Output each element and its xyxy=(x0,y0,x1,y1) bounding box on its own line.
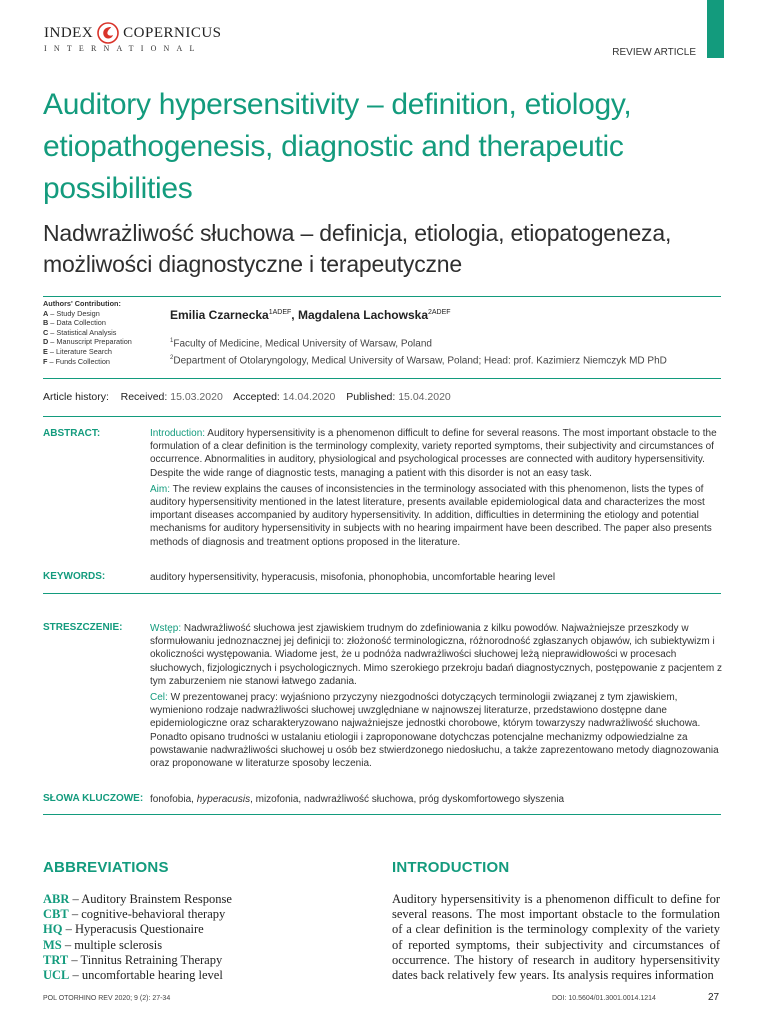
contribution-item: A – Study Design xyxy=(43,308,100,318)
slowa-kluczowe-label: SŁOWA KLUCZOWE: xyxy=(43,793,144,804)
divider xyxy=(43,814,721,815)
journal-citation: POL OTORHINO REV 2020; 9 (2): 27-34 xyxy=(43,995,171,1002)
abbreviation-item: HQ – Hyperacusis Questionaire xyxy=(43,922,204,937)
logo-emblem-icon xyxy=(97,22,119,44)
streszczenie-cel: Cel: W prezentowanej pracy: wyjaśniono przyczyny niezgodności dotyczących terminologii związanej z tym zjawiskiem, wymieniono rodzaje nadwrażliwości słuchowej uwzględniane w najnowszej literaturze, przedstawiono dostępne dane epidemiologiczne oraz scharakteryzowano najważniejsze jednostki chorobowe, którym towarzyszy nadwrażliwość słuchowa. Ponadto opisano trudności w ustalaniu etiologii i zaproponowane dotychczas potencjalne mechanizmy odpowiedzialne za powstawanie nadwrażliwości słuchowej u osób bez stwierdzonego niedosłuchu, a także zaprezentowano metody diagnozowania oraz proponowane w literaturze sposoby leczenia. xyxy=(150,692,719,770)
introduction-heading: INTRODUCTION xyxy=(392,859,510,876)
keywords-label: KEYWORDS: xyxy=(43,571,106,582)
abbreviation-item: ABR – Auditory Brainstem Response xyxy=(43,892,232,906)
abbreviation-item: CBT – cognitive-behavioral therapy xyxy=(43,907,226,922)
logo-word-left: INDEX xyxy=(44,24,94,41)
affiliations xyxy=(170,334,667,369)
divider xyxy=(43,296,721,297)
contribution-item: B – Data Collection xyxy=(43,318,106,328)
contribution-item: F – Funds Collection xyxy=(43,356,110,366)
contribution-item: D – Manuscript Preparation xyxy=(43,337,132,347)
divider xyxy=(43,593,721,594)
affiliation-item: $^1$Faculty of Medicine, Medical University of Warsaw, Poland xyxy=(170,338,432,350)
streszczenie-label: STRESZCZENIE: xyxy=(43,622,123,633)
introduction-text: Auditory hypersensitivity is a phenomenon difficult to define for several reasons. The most important obstacle to the formulation of a clear definition is the terminology complexity of the variety of reported symptoms, their subjectivity and circumstances of occurrence. The history of research in auditory hypersensitivity dates back relatively few years. Its analysis requires information xyxy=(392,892,720,983)
page-number: 27 xyxy=(708,992,720,1003)
divider xyxy=(43,378,721,379)
logo-word-right: COPERNICUS xyxy=(123,24,222,41)
contribution-item: E – Literature Search xyxy=(43,346,112,356)
slowa-kluczowe-text: fonofobia, hyperacusis, mizofonia, nadwrażliwość słuchowa, próg dyskomfortowego słyszenia xyxy=(150,794,565,805)
affiliation-item: $^2$Department of Otolaryngology, Medical University of Warsaw, Poland; Head: prof. Kazimierz Niemczyk MD PhD xyxy=(170,355,667,367)
contribution-item: C – Statistical Analysis xyxy=(43,327,117,337)
divider xyxy=(43,416,721,417)
doi: DOI: 10.5604/01.3001.0014.1214 xyxy=(552,995,656,1002)
abbreviation-item: UCL – uncomfortable hearing level xyxy=(43,968,223,983)
streszczenie-body xyxy=(150,622,722,773)
streszczenie-wstep: Wstęp: Nadwrażliwość słuchowa jest zjawiskiem trudnym do zdefiniowania z kilku powodów. Najważniejsze przeszkody w sformułowaniu jednoznacznej jej definicji to: złożoność terminologiczna, różnorodność zgłaszanych objawów, ich subiektywizm i okoliczności występowania. Wiadome jest, że u podnóża nadwrażliwości słuchowej leżą nieprawidłowości w procesach słuchowych, fizjologicznych i psychologicznych. Mimo szerokiego przekroju badań diagnostycznych, postępowanie z pacjentem z tym zaburzeniem nie stanowi łatwego zadania. xyxy=(150,623,722,687)
article-type-label: REVIEW ARTICLE xyxy=(612,47,696,58)
article-subtitle-polish: Nadwrażliwość słuchowa – definicja, etiologia, etiopatogeneza, możliwości diagnostyczne i terapeutyczne xyxy=(43,220,672,277)
abstract-aim: Aim: The review explains the causes of inconsistencies in the terminology associated with this phenomenon, lists the types of auditory hypersensitivity mentioned in the latest literature, presents available epidemiological data and characterizes the most important diseases accompanied by auditory hypersensitivity. In addition, difficulties in determining the etiology and potential mechanisms for auditory hypersensitivity in subjects with no hearing impairment have been described. The paper also presents methods of diagnosis and treatment options proposed in the literature. xyxy=(150,483,712,548)
author-names: Emilia Czarnecka$^{1ADEF}$, Magdalena Lachowska$^{2ADEF}$ xyxy=(170,308,451,322)
article-history: Article history: Received: 15.03.2020 Accepted: 14.04.2020 Published: 15.04.2020 xyxy=(43,391,451,403)
index-copernicus-logo xyxy=(44,22,222,44)
contribution-heading: Authors' Contribution: xyxy=(43,299,121,308)
keywords-text: auditory hypersensitivity, hyperacusis, misofonia, phonophobia, uncomfortable hearing level xyxy=(150,572,556,583)
logo-subtitle: INTERNATIONAL xyxy=(44,44,202,53)
abbreviations-list xyxy=(43,892,232,983)
abbreviation-item: MS – multiple sclerosis xyxy=(43,937,163,952)
corner-accent-bar xyxy=(707,0,724,58)
abstract-body xyxy=(150,427,722,552)
abbreviation-item: TRT – Tinnitus Retraining Therapy xyxy=(43,952,223,967)
article-title: Auditory hypersensitivity – definition, etiology, etiopathogenesis, diagnostic and therapeutic possibilities xyxy=(43,88,632,205)
abstract-introduction: Introduction: Auditory hypersensitivity is a phenomenon difficult to define for several reasons. The most important obstacle to the formulation of a clear definition is the terminology complexity, variety reported symptoms, their subjectivity and circumstances of occurrence. Abnormalities in auditory, physiological and psychological processes are connected with auditory hypersensitivity. Despite the wide range of diagnostic tests, managing a patient with this disorder is not an easy task. xyxy=(150,428,717,479)
abstract-label: ABSTRACT: xyxy=(43,428,101,439)
authors-contribution xyxy=(43,299,132,366)
abbreviations-heading: ABBREVIATIONS xyxy=(43,859,169,876)
